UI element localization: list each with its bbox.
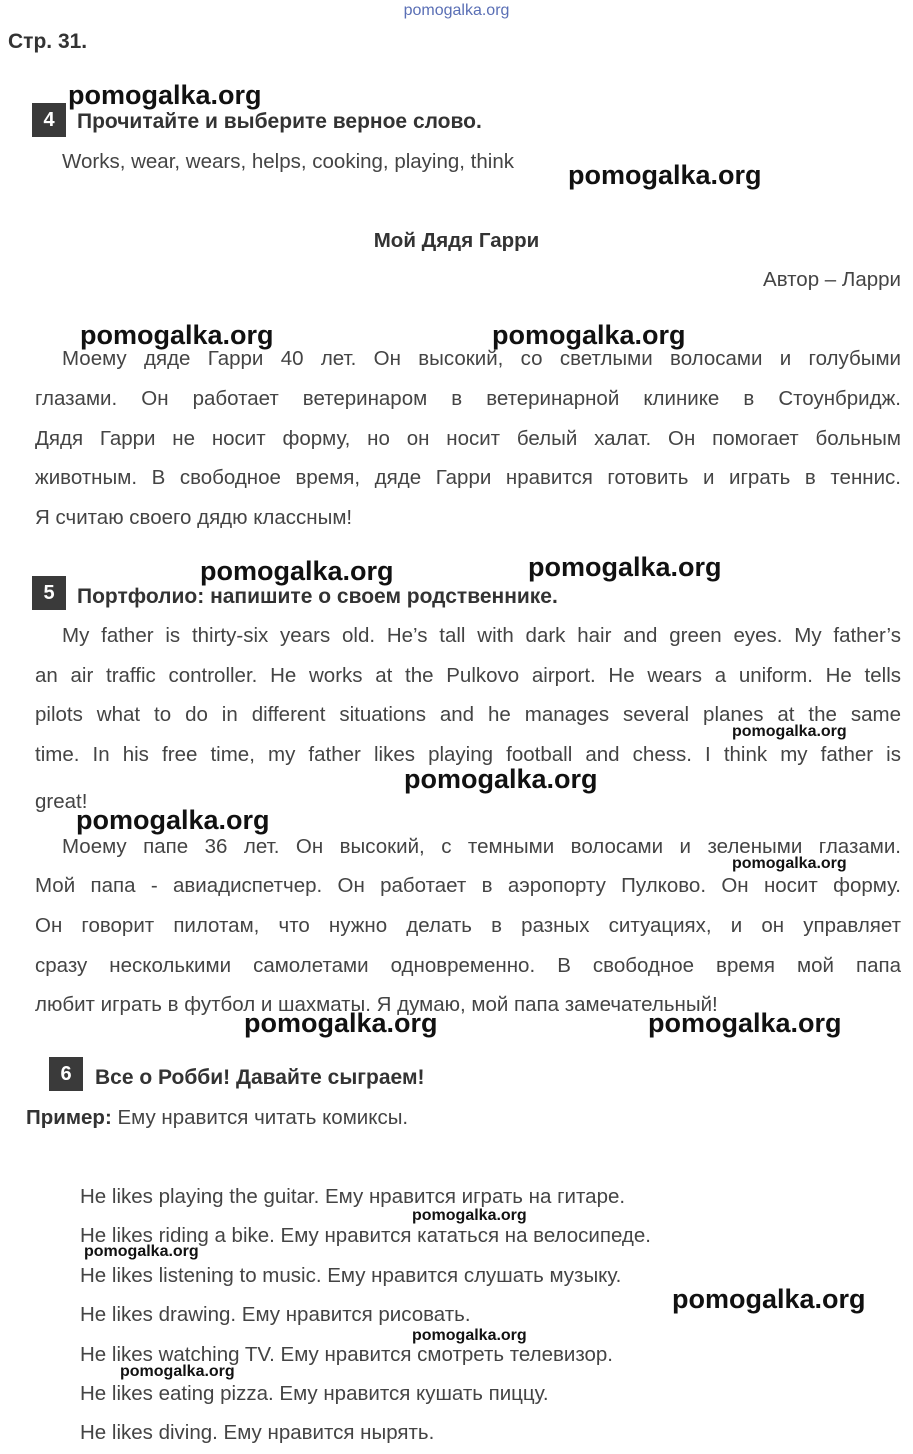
- example-text: Ему нравится читать комиксы.: [111, 1106, 409, 1129]
- russian-line: сразу несколькими самолетами одновременно. В свободное время мой папа: [35, 954, 901, 977]
- watermark: pomogalka.org: [80, 320, 274, 350]
- watermark: pomogalka.org: [412, 1327, 527, 1344]
- watermark: pomogalka.org: [76, 805, 270, 835]
- task-4-title: Прочитайте и выберите верное слово.: [77, 110, 482, 133]
- watermark: pomogalka.org: [492, 320, 686, 350]
- watermark: pomogalka.org: [412, 1207, 527, 1224]
- watermark: pomogalka.org: [68, 80, 262, 110]
- watermark: pomogalka.org: [568, 160, 762, 190]
- answer-line: He likes playing the guitar. Ему нравится играть на гитаре.: [80, 1185, 626, 1208]
- english-line: My father is thirty-six years old. He’s tall with dark hair and green eyes. My father’s: [62, 624, 901, 647]
- watermark: pomogalka.org: [84, 1243, 199, 1260]
- story-line: животным. В свободное время, дяде Гарри нравится готовить и играть в теннис.: [35, 466, 901, 489]
- story-line: Дядя Гарри не носит форму, но он носит белый халат. Он помогает больным: [35, 427, 901, 450]
- task-5-number: 5: [32, 576, 66, 610]
- answer-line: He likes listening to music. Ему нравится слушать музыку.: [80, 1264, 622, 1287]
- russian-line: любит играть в футбол и шахматы. Я думаю, мой папа замечательный!: [35, 993, 718, 1016]
- watermark: pomogalka.org: [732, 855, 847, 872]
- task-6-number: 6: [49, 1057, 83, 1091]
- story-title: Мой Дядя Гарри: [373, 229, 540, 252]
- story-author: Автор – Ларри: [763, 268, 901, 291]
- page-label: Стр. 31.: [8, 30, 88, 53]
- answer-line: He likes eating pizza. Ему нравится кушать пиццу.: [80, 1382, 549, 1405]
- watermark: pomogalka.org: [404, 764, 598, 794]
- watermark: pomogalka.org: [732, 723, 847, 740]
- example-label: Пример:: [26, 1106, 112, 1129]
- russian-line: Моему папе 36 лет. Он высокий, с темными волосами и зелеными глазами.: [62, 835, 901, 858]
- english-line: great!: [35, 790, 88, 813]
- task-6-title: Все о Робби! Давайте сыграем!: [95, 1066, 425, 1089]
- watermark: pomogalka.org: [672, 1284, 866, 1314]
- task-4-word-list: Works, wear, wears, helps, cooking, playing, think: [62, 150, 514, 173]
- watermark: pomogalka.org: [528, 552, 722, 582]
- watermark: pomogalka.org: [120, 1363, 235, 1380]
- answer-line: He likes watching TV. Ему нравится смотреть телевизор.: [80, 1343, 613, 1366]
- story-line: Я считаю своего дядю классным!: [35, 506, 353, 529]
- task-5-title: Портфолио: напишите о своем родственнике.: [77, 585, 558, 608]
- english-line: pilots what to do in different situations and he manages several planes at the same: [35, 703, 901, 726]
- task-4-number: 4: [32, 103, 66, 137]
- watermark: pomogalka.org: [244, 1008, 438, 1038]
- top-watermark: pomogalka.org: [403, 2, 510, 19]
- watermark: pomogalka.org: [200, 556, 394, 586]
- story-line: Моему дяде Гарри 40 лет. Он высокий, со светлыми волосами и голубыми: [62, 347, 901, 370]
- answer-line: He likes drawing. Ему нравится рисовать.: [80, 1303, 471, 1326]
- answer-line: He likes diving. Ему нравится нырять.: [80, 1421, 435, 1444]
- russian-line: Мой папа - авиадиспетчер. Он работает в аэропорту Пулково. Он носит форму.: [35, 874, 901, 897]
- english-line: an air traffic controller. He works at the Pulkovo airport. He wears a uniform. He tells: [35, 664, 901, 687]
- russian-line: Он говорит пилотам, что нужно делать в разных ситуациях, и он управляет: [35, 914, 901, 937]
- answer-line: He likes riding a bike. Ему нравится кататься на велосипеде.: [80, 1224, 651, 1247]
- english-line: time. In his free time, my father likes playing football and chess. I think my father is: [35, 743, 901, 766]
- watermark: pomogalka.org: [648, 1008, 842, 1038]
- example-line: [26, 1106, 408, 1130]
- story-line: глазами. Он работает ветеринаром в ветеринарной клинике в Стоунбридж.: [35, 387, 901, 410]
